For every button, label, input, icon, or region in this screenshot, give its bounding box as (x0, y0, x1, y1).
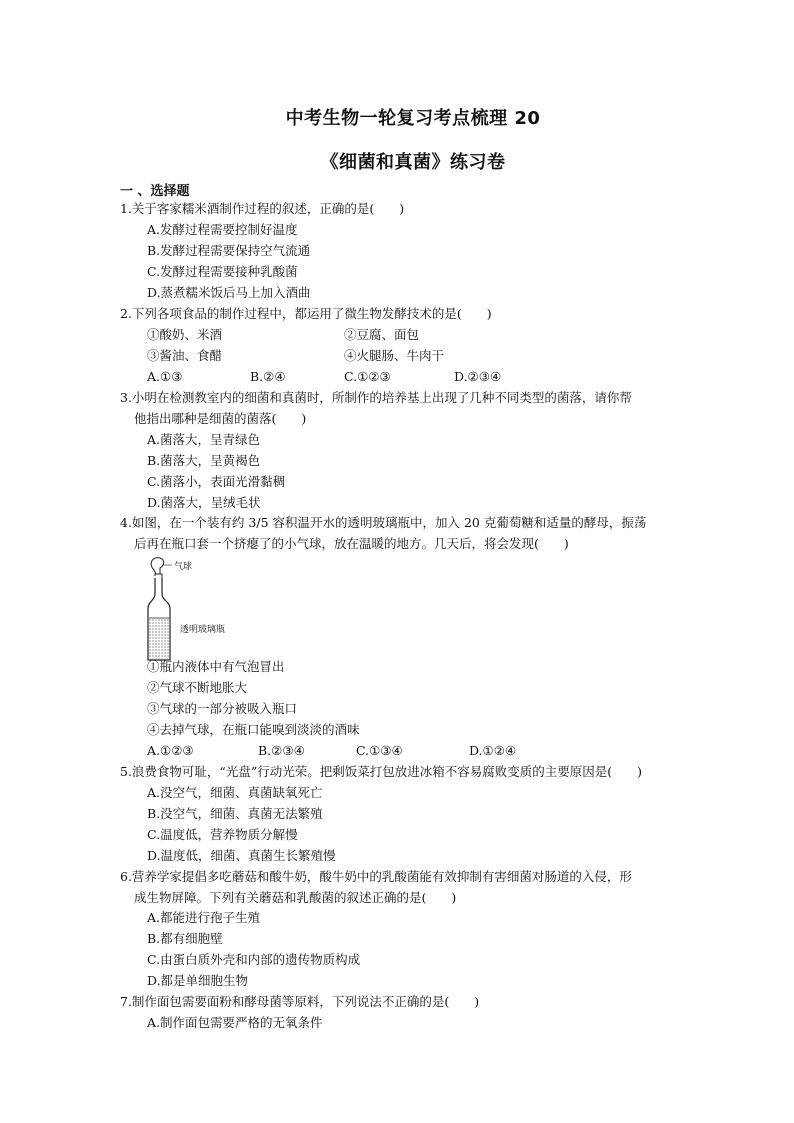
q6-option-c: C.由蛋白质外壳和内部的遗传物质构成 (147, 952, 361, 967)
q1-option-c: C.发酵过程需要接种乳酸菌 (147, 264, 298, 279)
q2-option-c: C.①②③ (344, 369, 391, 384)
q2-option-a: A.①③ (147, 369, 183, 384)
q4-item-1: ①瓶内液体中有气泡冒出 (147, 659, 285, 674)
q4-option-c: C.①③④ (356, 743, 403, 758)
q3-option-b: B.菌落大，呈黄褐色 (147, 453, 261, 468)
q6-option-b: B.都有细胞壁 (147, 931, 223, 946)
q4-item-3: ③气球的一部分被吸入瓶口 (147, 701, 298, 716)
q6-stem-line1: 6.营养学家提倡多吃蘑菇和酸牛奶，酸牛奶中的乳酸菌能有效抑制有害细菌对肠道的入侵，形 (120, 869, 632, 884)
q5-option-d: D.温度低，细菌、真菌生长繁殖慢 (147, 848, 336, 863)
q5-option-a: A.没空气，细菌、真菌缺氧死亡 (147, 785, 323, 800)
q6-stem-line2: 成生物屏障。下列有关蘑菇和乳酸菌的叙述正确的是( ) (134, 890, 457, 905)
page-subtitle: 《细菌和真菌》练习卷 (320, 152, 506, 173)
q5-option-b: B.没空气，细菌、真菌无法繁殖 (147, 806, 323, 821)
bottle-balloon-illustration (140, 556, 270, 666)
q2-option-d: D.②③④ (454, 369, 502, 384)
q3-stem-line2: 他指出哪种是细菌的菌落( ) (134, 411, 307, 426)
bottle-figure (140, 556, 270, 666)
q3-option-a: A.菌落大，呈青绿色 (147, 432, 261, 447)
page-title: 中考生物一轮复习考点梳理 20 (285, 108, 541, 129)
q4-stem-line1: 4.如图，在一个装有约 3/5 容积温开水的透明玻璃瓶中，加入 20 克葡萄糖和适量的酵母，振荡 (120, 515, 647, 530)
q4-option-d: D.①②④ (469, 743, 517, 758)
q1-option-a: A.发酵过程需要控制好温度 (147, 222, 298, 237)
q4-item-4: ④去掉气球，在瓶口能嗅到淡淡的酒味 (147, 722, 360, 737)
q6-option-d: D.都是单细胞生物 (147, 973, 249, 988)
q1-option-b: B.发酵过程需要保持空气流通 (147, 243, 311, 258)
q7-option-a: A.制作面包需要严格的无氧条件 (147, 1015, 323, 1030)
q1-stem: 1.关于客家糯米酒制作过程的叙述，正确的是( ) (120, 201, 405, 216)
q2-item-2: ②豆腐、面包 (344, 327, 420, 342)
q3-option-c: C.菌落小，表面光滑黏稠 (147, 474, 286, 489)
bottle-label: 透明玻璃瓶 (180, 625, 226, 635)
q2-item-1: ①酸奶、米酒 (147, 327, 223, 342)
q5-option-c: C.温度低，营养物质分解慢 (147, 827, 298, 842)
q2-stem: 2.下列各项食品的制作过程中，都运用了微生物发酵技术的是( ) (120, 306, 492, 321)
q2-option-b: B.②④ (250, 369, 286, 384)
balloon-label: 气球 (174, 562, 193, 572)
q4-item-2: ②气球不断地胀大 (147, 680, 248, 695)
q4-option-a: A.①②③ (147, 743, 194, 758)
q6-option-a: A.都能进行孢子生殖 (147, 910, 261, 925)
section-heading: 一 、选择题 (120, 184, 190, 199)
q2-item-4: ④火腿肠、牛肉干 (344, 348, 445, 363)
q1-option-d: D.蒸煮糯米饭后马上加入酒曲 (147, 285, 311, 300)
q4-stem-line2: 后再在瓶口套一个挤瘪了的小气球，放在温暖的地方。几天后，将会发现( ) (134, 536, 569, 551)
q4-option-b: B.②③④ (258, 743, 305, 758)
q3-stem-line1: 3.小明在检测教室内的细菌和真菌时，所制作的培养基上出现了几种不同类型的菌落，请你帮 (120, 390, 632, 405)
q3-option-d: D.菌落大，呈绒毛状 (147, 495, 261, 510)
q2-item-3: ③酱油、食醋 (147, 348, 223, 363)
q5-stem: 5.浪费食物可耻，“光盘”行动光荣。把剩饭菜打包放进冰箱不容易腐败变质的主要原因是( ) (120, 764, 642, 779)
q7-stem: 7.制作面包需要面粉和酵母菌等原料，下列说法不正确的是( ) (120, 994, 480, 1009)
